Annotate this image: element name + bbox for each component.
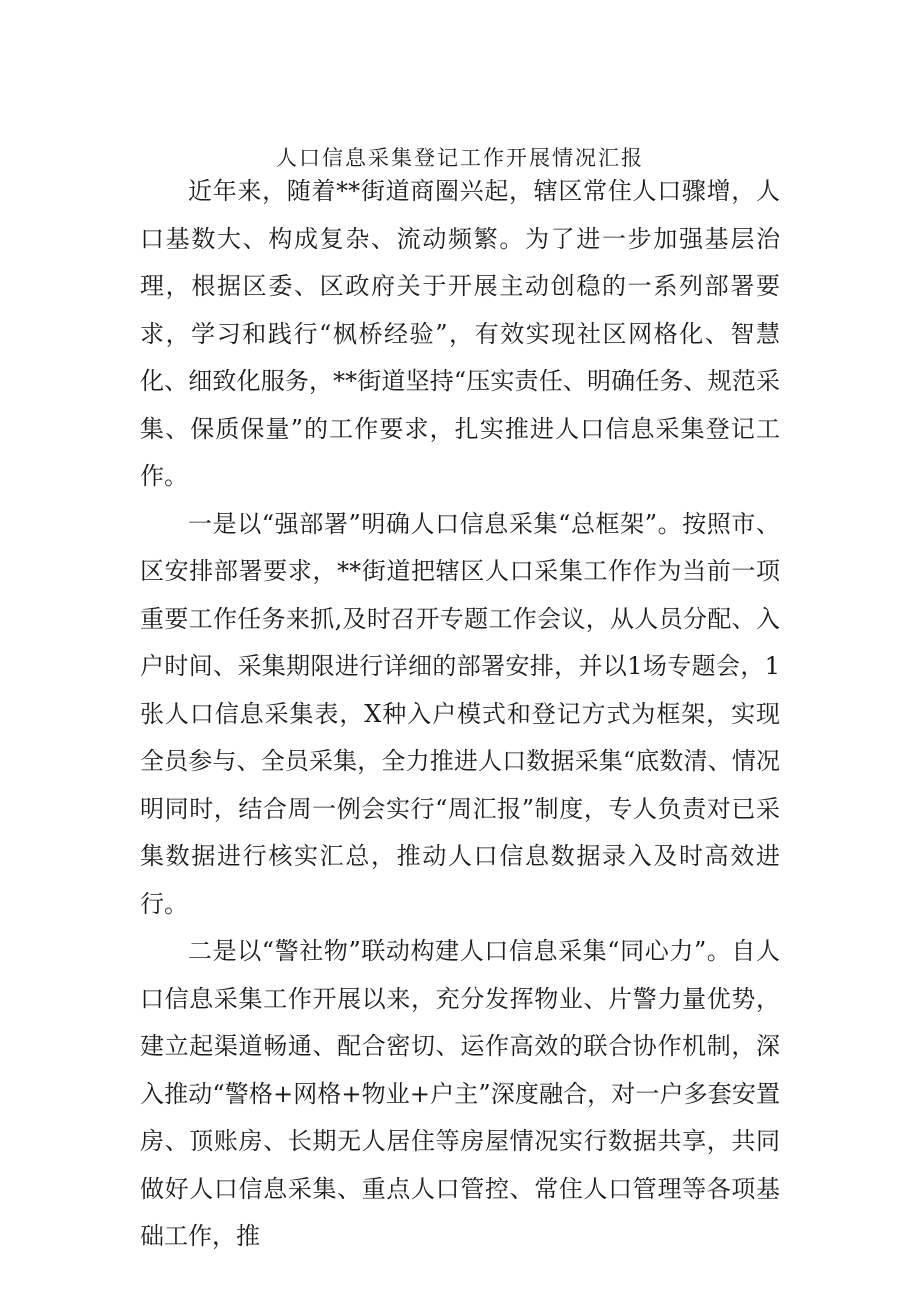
document-title: 人口信息采集登记工作开展情况汇报 — [276, 146, 644, 170]
paragraph-linkage: 二是以“警社物”联动构建人口信息采集“同心力”。自人口信息采集工作开展以来，充分发挥物业、片警力量优势，建立起渠道畅通、配合密切、运作高效的联合协作机制，深入推动“警格+网格+物业+户主”深度融合，对一户多套安置房、顶账房、长期无人居住等房屋情况实行数据共享，共同做好人口信息采集、重点人口管控、常住人口管理等各项基础工作，推 — [140, 937, 780, 1250]
document-body — [140, 168, 780, 1261]
paragraph-intro: 近年来，随着**街道商圈兴起，辖区常住人口骤增，人口基数大、构成复杂、流动频繁。为了进一步加强基层治理，根据区委、区政府关于开展主动创稳的一系列部署要求，学习和践行“枫桥经验”，有效实现社区网格化、智慧化、细致化服务，**街道坚持“压实责任、明确任务、规范采集、保质保量”的工作要求，扎实推进人口信息采集登记工作。 — [140, 177, 780, 490]
paragraph-deployment: 一是以“强部署”明确人口信息采集“总框架”。按照市、区安排部署要求，**街道把辖区人口采集工作作为当前一项重要工作任务来抓,及时召开专题工作会议，从人员分配、入户时间、采集期限进行详细的部署安排，并以1场专题会，1张人口信息采集表，X种入户模式和登记方式为框架，实现全员参与、全员采集，全力推进人口数据采集“底数清、情况明同时，结合周一例会实行“周汇报”制度，专人负责对已采集数据进行核实汇总，推动人口信息数据录入及时高效进行。 — [140, 509, 780, 918]
